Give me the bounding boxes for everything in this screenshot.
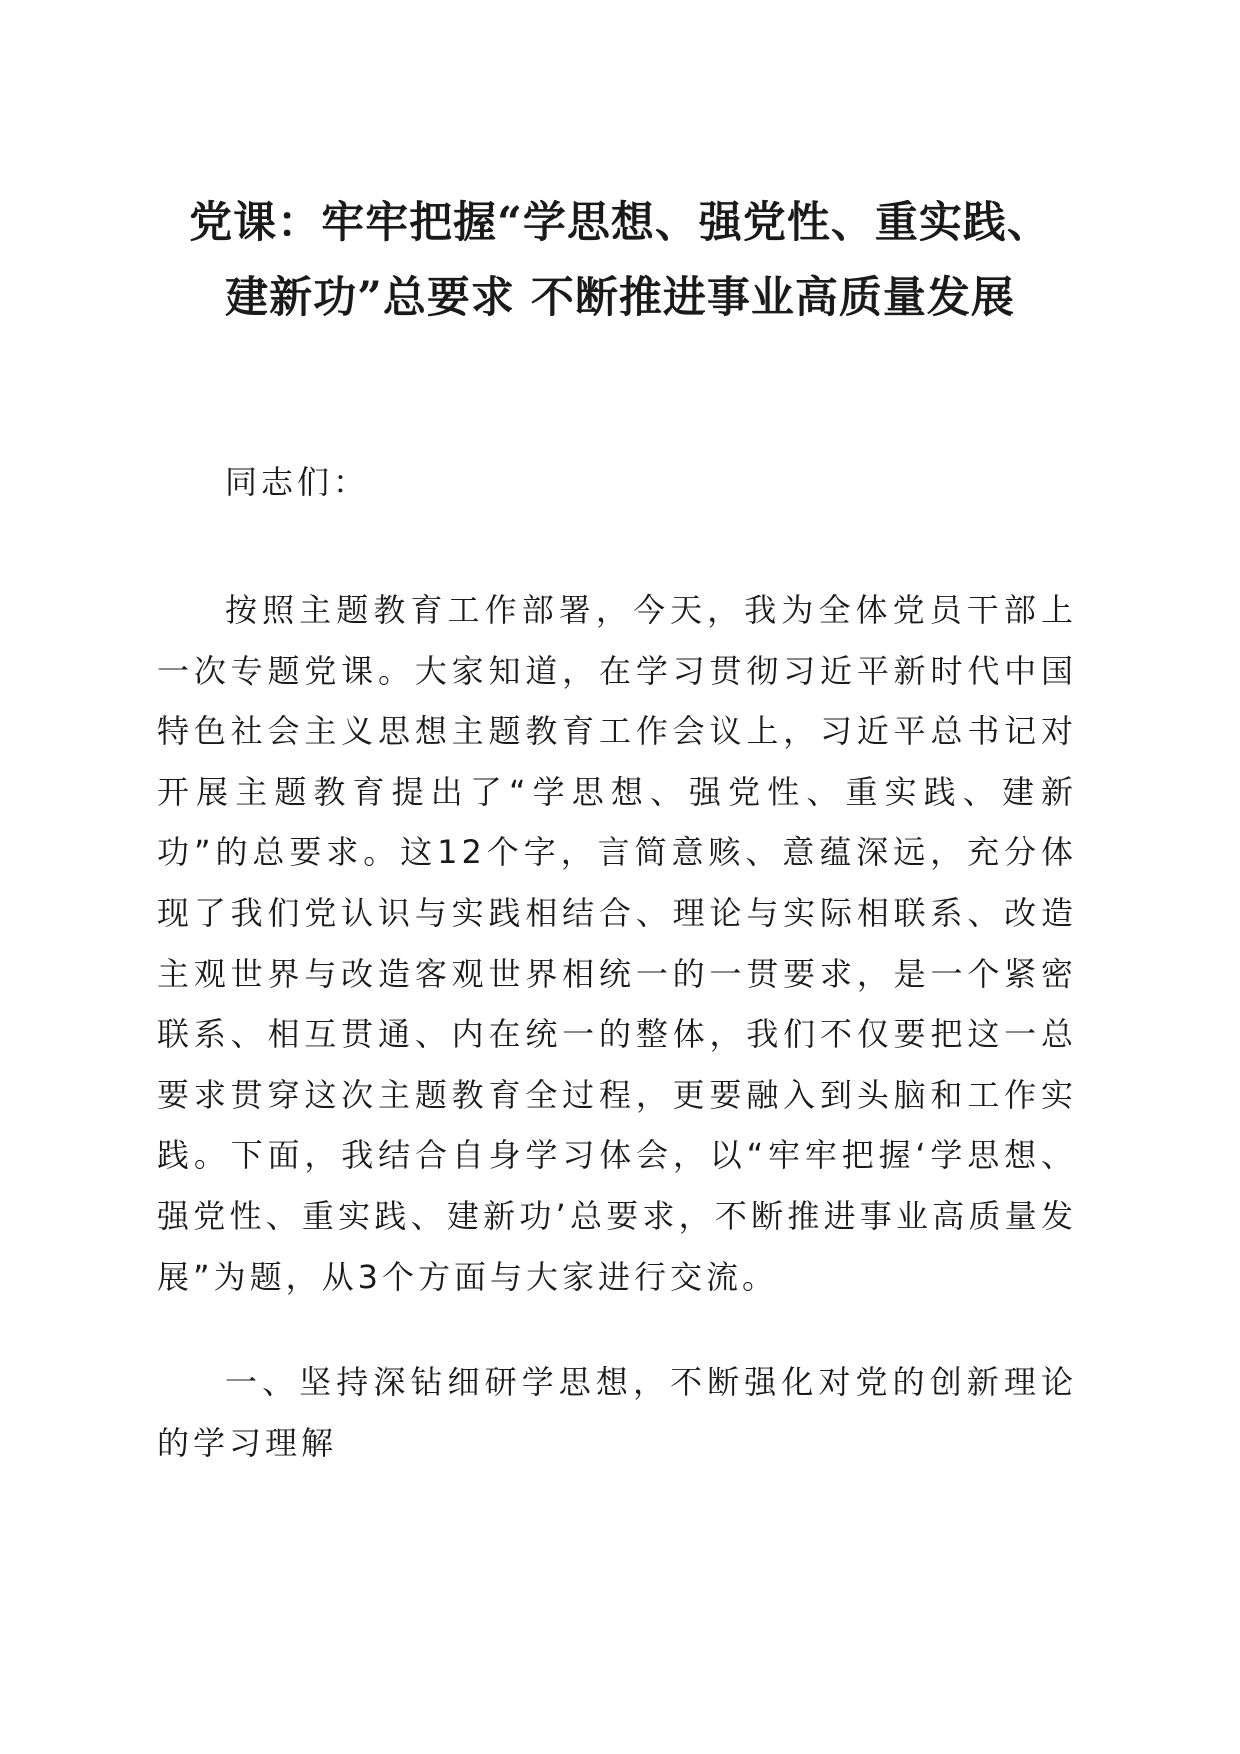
salutation: 同志们：: [225, 463, 370, 501]
intro-paragraph: 按照主题教育工作部署，今天，我为全体党员干部上一次专题党课。大家知道，在学习贯彻习近平新时代中国特色社会主义思想主题教育工作会议上，习近平总书记对开展主题教育提出了“学思想、强党性、重实践、建新功”的总要求。这12个字，言简意赅、意蕴深远，充分体现了我们党认识与实践相结合、理论与实际相联系、改造主观世界与改造客观世界相统一的一贯要求，是一个紧密联系、相互贯通、内在统一的整体，我们不仅要把这一总要求贯穿这次主题教育全过程，更要融入到头脑和工作实践。下面，我结合自身学习体会，以“牢牢把握‘学思想、强党性、重实践、建新功’总要求，不断推进事业高质量发展”为题，从3个方面与大家进行交流。: [157, 591, 1077, 1296]
section-heading-1: 一、坚持深钻细研学思想，不断强化对党的创新理论的学习理解: [157, 1363, 1077, 1462]
document-title: [140, 186, 1100, 336]
document-title-line-2: 建新功”总要求 不断推进事业高质量发展: [225, 273, 1015, 323]
document-title-line-1: 党课：牢牢把握“学思想、强党性、重实践、: [189, 198, 1051, 248]
